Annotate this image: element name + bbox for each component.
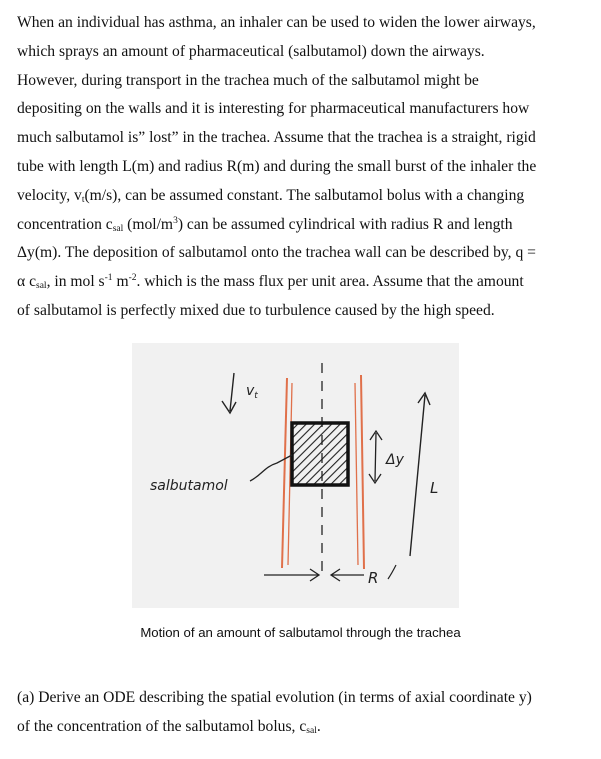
text-run: α c bbox=[17, 273, 36, 291]
text-run: concentration c bbox=[17, 215, 113, 233]
text-line: Δy(m). The deposition of salbutamol onto the trachea wall can be described by, q = bbox=[17, 244, 536, 262]
text-run: of the concentration of the salbutamol bolus, c bbox=[17, 718, 307, 735]
text-run: (mol/m bbox=[123, 215, 174, 233]
text-line: However, during transport in the trachea much of the salbutamol might be bbox=[17, 71, 479, 89]
question-a bbox=[17, 683, 597, 741]
salbutamol-leader bbox=[250, 455, 292, 481]
text-line: tube with length L(m) and radius R(m) and during the small burst of the inhaler the bbox=[17, 157, 537, 175]
superscript: -2 bbox=[128, 273, 137, 284]
salbutamol-bolus bbox=[292, 423, 348, 485]
text-line: (a) Derive an ODE describing the spatial evolution (in terms of axial coordinate y) bbox=[17, 689, 532, 706]
subscript: sal bbox=[306, 726, 317, 736]
trachea-wall-right-inner bbox=[355, 383, 358, 565]
text-run: velocity, v bbox=[17, 186, 82, 204]
superscript: -1 bbox=[104, 273, 113, 284]
subscript: sal bbox=[112, 223, 124, 234]
text-line bbox=[17, 211, 589, 240]
radius-label: R bbox=[368, 569, 379, 587]
figure-caption: Motion of an amount of salbutamol through the trachea bbox=[140, 625, 461, 640]
problem-statement bbox=[17, 9, 589, 326]
text-run: . bbox=[316, 718, 321, 735]
text-line bbox=[17, 712, 597, 741]
velocity-label: $v_t$ bbox=[246, 383, 258, 401]
radius-arrow-right bbox=[331, 569, 364, 581]
text-line: depositing on the walls and it is interesting for pharmaceutical manufacturers how bbox=[17, 100, 530, 118]
text-run: , in mol s bbox=[46, 273, 105, 291]
radius-tail bbox=[388, 565, 396, 579]
superscript: 3 bbox=[173, 215, 178, 226]
text-line: When an individual has asthma, an inhaler can be used to widen the lower airways, bbox=[17, 14, 536, 31]
length-line bbox=[410, 393, 430, 556]
subscript: t bbox=[81, 194, 85, 205]
subscript: sal bbox=[36, 281, 47, 292]
radius-arrow-left bbox=[264, 569, 319, 581]
dy-label: Δy bbox=[386, 452, 404, 468]
text-run: . which is the mass flux per unit area. Assume that the amount bbox=[136, 273, 524, 291]
trachea-sketch bbox=[132, 343, 459, 608]
text-line bbox=[17, 268, 589, 297]
text-run: m bbox=[112, 273, 129, 291]
velocity-arrow bbox=[222, 373, 236, 413]
trachea-wall-left bbox=[282, 378, 287, 568]
dy-arrow bbox=[369, 431, 382, 483]
trachea-wall-right bbox=[361, 375, 364, 569]
text-run: ) can be assumed cylindrical with radius R and length bbox=[177, 215, 513, 233]
sketch-drawing bbox=[132, 343, 459, 608]
text-line: much salbutamol is” lost” in the trachea. Assume that the trachea is a straight, rigid bbox=[17, 129, 536, 147]
text-line: of salbutamol is perfectly mixed due to turbulence caused by the high speed. bbox=[17, 301, 495, 319]
salbutamol-label: salbutamol bbox=[150, 478, 228, 494]
text-line bbox=[17, 182, 589, 211]
length-label: L bbox=[430, 479, 439, 497]
text-run: (m/s), can be assumed constant. The salbutamol bolus with a changing bbox=[84, 186, 525, 204]
text-line: which sprays an amount of pharmaceutical (salbutamol) down the airways. bbox=[17, 42, 485, 60]
